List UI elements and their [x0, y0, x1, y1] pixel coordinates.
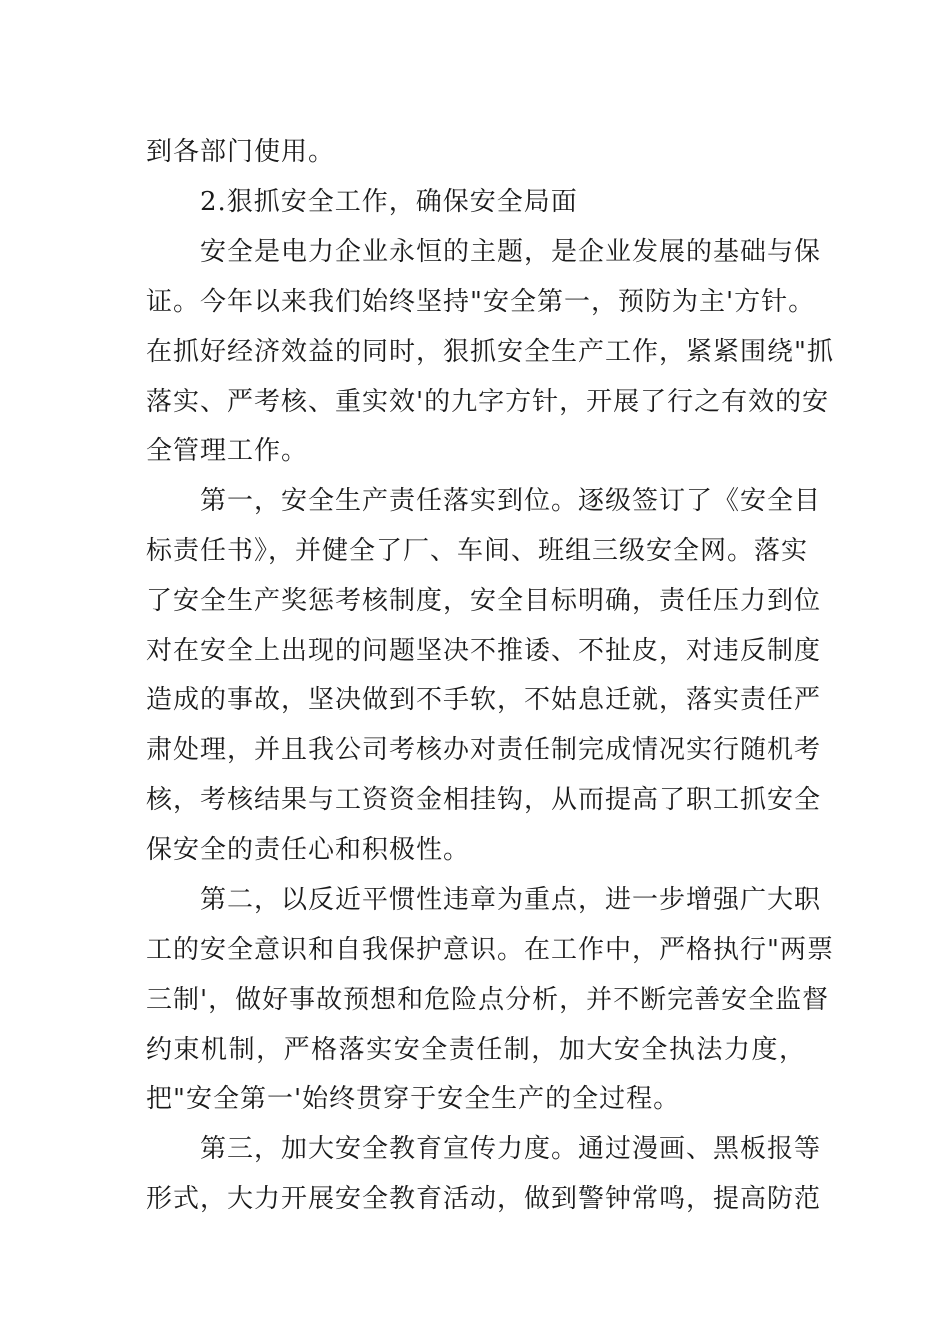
section-heading: 2.狠抓安全工作，确保安全局面	[200, 187, 578, 217]
text-line: 全管理工作。	[146, 436, 309, 466]
text-line: 把"安全第一'始终贯穿于安全生产的全过程。	[146, 1084, 681, 1114]
text-line: 标责任书》，并健全了厂、车间、班组三级安全网。落实	[146, 536, 809, 566]
text-line: 第三，加大安全教育宣传力度。通过漫画、黑板报等	[200, 1134, 822, 1164]
text-line: 落实、严考核、重实效'的九字方针，开展了行之有效的安	[146, 387, 830, 417]
text-line: 在抓好经济效益的同时，狠抓安全生产工作，紧紧围绕"抓	[146, 337, 834, 367]
text-line: 证。今年以来我们始终坚持"安全第一，预防为主'方针。	[146, 287, 816, 317]
text-line: 第一，安全生产责任落实到位。逐级签订了《安全目	[200, 486, 822, 516]
text-line: 安全是电力企业永恒的主题，是企业发展的基础与保	[200, 237, 822, 267]
text-line: 三制'，做好事故预想和危险点分析，并不断完善安全监督	[146, 985, 830, 1015]
text-line: 约束机制，严格落实安全责任制，加大安全执法力度，	[146, 1035, 806, 1065]
text-line: 核，考核结果与工资资金相挂钩，从而提高了职工抓安全	[146, 785, 822, 815]
text-line: 保安全的责任心和积极性。	[146, 835, 471, 865]
text-line: 对在安全上出现的问题坚决不推诿、不扯皮，对违反制度	[146, 636, 822, 666]
text-line: 了安全生产奖惩考核制度，安全目标明确，责任压力到位	[146, 586, 822, 616]
text-line: 工的安全意识和自我保护意识。在工作中，严格执行"两票	[146, 935, 834, 965]
text-line: 形式，大力开展安全教育活动，做到警钟常鸣，提高防范	[146, 1184, 822, 1214]
text-line: 第二，以反近平惯性违章为重点，进一步增强广大职	[200, 885, 822, 915]
text-line: 到各部门使用。	[146, 137, 336, 167]
text-line: 造成的事故，坚决做到不手软，不姑息迁就，落实责任严	[146, 685, 822, 715]
text-line: 肃处理，并且我公司考核办对责任制完成情况实行随机考	[146, 735, 822, 765]
